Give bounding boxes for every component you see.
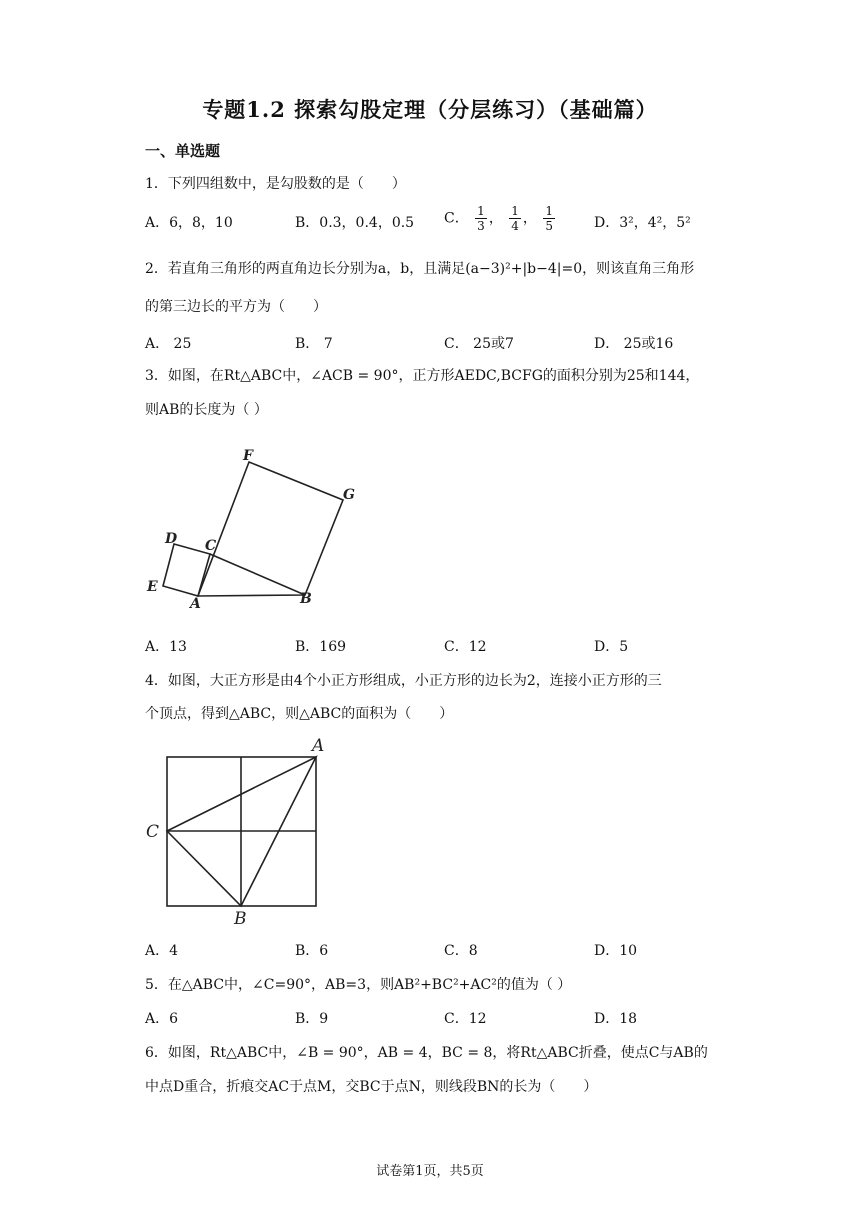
square-bcfg — [198, 462, 343, 596]
square-aedc — [163, 544, 210, 596]
label-d: D — [165, 531, 178, 547]
question-6-stem-line2: 中点D重合，折痕交AC于点M，交BC于点N，则线段BN的长为（ ） — [145, 1079, 598, 1095]
question-2-options — [145, 333, 715, 355]
q3-option-c: C．12 — [444, 639, 487, 655]
q4-option-c: C．8 — [444, 943, 478, 959]
segment-cb — [210, 554, 305, 595]
q4-option-d: D．10 — [594, 943, 638, 959]
question-4-options — [145, 940, 715, 962]
q2-option-d: D． 25或16 — [594, 336, 674, 352]
question-1-options — [145, 204, 715, 234]
question-4-stem-line2: 个顶点，得到△ABC，则△ABC的面积为（ ） — [145, 706, 454, 722]
q5-option-a: A．6 — [145, 1011, 179, 1027]
q4-option-b: B．6 — [295, 943, 329, 959]
page-title: 专题1.2 探索勾股定理（分层练习）（基础篇） — [202, 97, 658, 122]
fraction-1-5: $\frac{1}{5}$ — [545, 204, 553, 233]
label-b: B — [300, 591, 312, 607]
q3-option-a: A．13 — [145, 639, 187, 655]
fraction-1-3: $\frac{1}{3}$ — [477, 204, 485, 233]
question-4-stem-line1: 4．如图，大正方形是由4个小正方形组成，小正方形的边长为2，连接小正方形的三 — [145, 673, 662, 689]
label-a: A — [190, 596, 201, 612]
fraction-1-4: $\frac{1}{4}$ — [511, 204, 519, 233]
q2-option-b: B． 7 — [295, 336, 333, 352]
question-3-stem-line2: 则AB的长度为（ ） — [145, 402, 268, 418]
q5-option-d: D．18 — [594, 1011, 638, 1027]
q2-option-a: A． 25 — [145, 336, 192, 352]
question-2-stem-line1: 2．若直角三角形的两直角边长分别为a，b，且满足(a−3)²+|b−4|=0，则该直角三角形 — [145, 261, 695, 277]
q1-option-b: B．0.3，0.4，0.5 — [295, 215, 415, 231]
q5-option-b: B．9 — [295, 1011, 329, 1027]
q1-option-d: D．3²，4²，5² — [594, 215, 691, 231]
question-6-stem-line1: 6．如图，Rt△ABC中，∠B = 90°，AB = 4，BC = 8，将Rt△ABC折叠，使点C与AB的 — [145, 1045, 708, 1061]
q3-option-b: B．169 — [295, 639, 347, 655]
label-f: F — [243, 448, 253, 464]
label-b: B — [234, 909, 247, 929]
figure-q4-grid — [140, 735, 340, 930]
q4-option-a: A．4 — [145, 943, 179, 959]
q3-option-d: D．5 — [594, 639, 629, 655]
label-c: C — [205, 538, 217, 554]
section-heading: 一、单选题 — [145, 142, 221, 160]
figure-q3-squares — [140, 440, 370, 615]
question-3-options — [145, 636, 715, 658]
page-footer: 试卷第1页，共5页 — [376, 1164, 484, 1179]
label-c: C — [146, 822, 160, 842]
q1-option-c: C． $\frac{1}{3}$ ， $\frac{1}{4}$ ， $\frac{1}{5}$ — [444, 204, 553, 233]
q1-option-a: A．6，8，10 — [145, 215, 233, 231]
question-3-stem-line1: 3．如图，在Rt△ABC中，∠ACB = 90°，正方形AEDC,BCFG的面积分别为25和144， — [145, 368, 700, 384]
q2-option-c: C． 25或7 — [444, 336, 514, 352]
question-2-stem-line2: 的第三边长的平方为（ ） — [145, 299, 327, 315]
q1-option-c-prefix: C． — [444, 210, 469, 227]
label-g: G — [343, 487, 355, 503]
label-e: E — [147, 579, 158, 595]
question-5-options — [145, 1008, 715, 1030]
q5-option-c: C．12 — [444, 1011, 487, 1027]
label-a: A — [312, 736, 325, 756]
question-5-stem: 5．在△ABC中，∠C=90°，AB=3，则AB²+BC²+AC²的值为（ ） — [145, 977, 572, 993]
question-1-stem: 1．下列四组数中，是勾股数的是（ ） — [145, 176, 406, 192]
